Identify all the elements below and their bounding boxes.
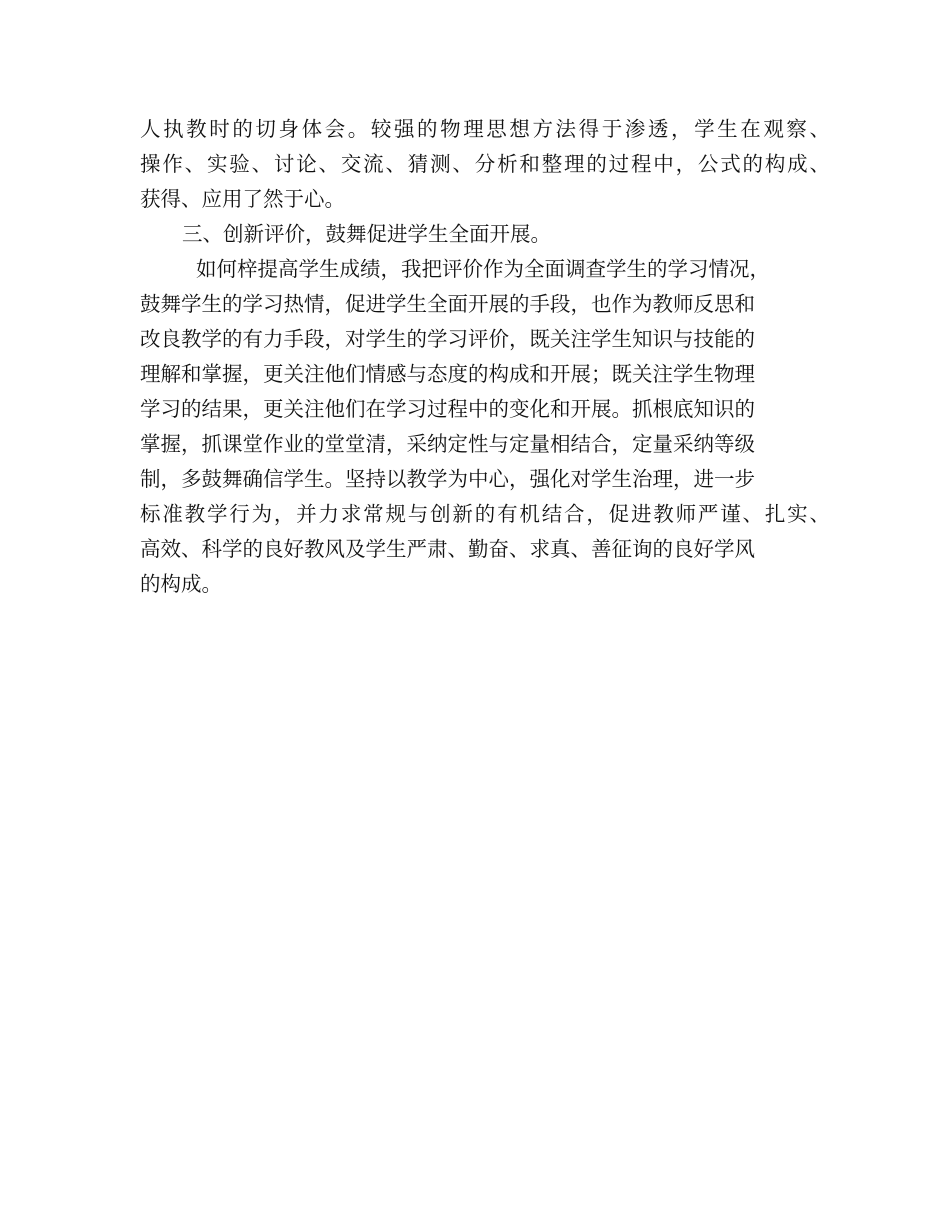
paragraph-line: 鼓舞学生的学习热情，促进学生全面开展的手段，也作为教师反思和 <box>140 292 755 316</box>
paragraph-line: 的构成。 <box>140 572 222 596</box>
paragraph-line: 掌握，抓课堂作业的堂堂清，采纳定性与定量相结合，定量采纳等级 <box>140 432 755 456</box>
paragraph-line: 操作、实验、讨论、交流、猜测、分析和整理的过程中，公式的构成、 <box>140 152 830 176</box>
paragraph-line: 改良教学的有力手段，对学生的学习评价，既关注学生知识与技能的 <box>140 327 755 351</box>
paragraph-line: 标准教学行为，并力求常规与创新的有机结合，促进教师严谨、扎实、 <box>140 502 830 526</box>
section-heading: 三、创新评价，鼓舞促进学生全面开展。 <box>182 222 551 246</box>
paragraph-line: 高效、科学的良好教风及学生严肃、勤奋、求真、善征询的良好学风 <box>140 537 755 561</box>
body-text <box>140 112 830 602</box>
paragraph-line: 人执教时的切身体会。较强的物理思想方法得于渗透，学生在观察、 <box>140 117 830 141</box>
paragraph-line: 学习的结果，更关注他们在学习过程中的变化和开展。抓根底知识的 <box>140 397 755 421</box>
paragraph-line: 如何梓提高学生成绩，我把评价作为全面调查学生的学习情况， <box>196 257 770 281</box>
paragraph-line: 理解和掌握，更关注他们情感与态度的构成和开展；既关注学生物理 <box>140 362 755 386</box>
paragraph-line: 制，多鼓舞确信学生。坚持以教学为中心，强化对学生治理，进一步 <box>140 467 755 491</box>
paragraph-line: 获得、应用了然于心。 <box>140 187 345 211</box>
